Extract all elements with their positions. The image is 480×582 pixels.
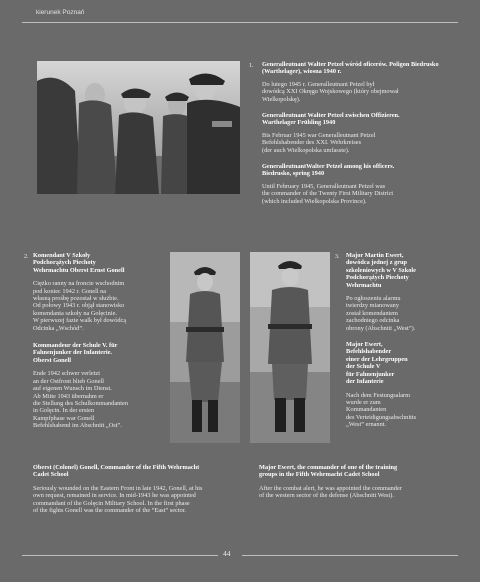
caption-en-body: Until February 1945, Generalleutnant Petzel was the commander of the Twenty First Military District (which included Wielkopolska Province).: [262, 182, 394, 205]
gonell-en-caption: [33, 464, 248, 514]
caption-en-title: GeneralleutnantWalter Petzel among his officers. Biedrusko, spring 1940: [262, 163, 395, 178]
photo-officers-group: [37, 61, 240, 194]
caption-de-body: Bis Februar 1945 war Generalleutnant Petzel Befehlshabender des XXI. Wehrkreises (der auch Wielkopolska umfasste).: [262, 131, 376, 154]
ewert-pl-body: Po ogłoszeniu alarmu twierdzy mianowany został komendantem zachodniego odcinka obrony (Abschnitt „West”).: [346, 295, 416, 332]
ewert-en-title: Major Ewert, the commander of one of the training groups in the Fifth Wehrmacht Cadet School: [259, 464, 398, 479]
page-number: 44: [223, 549, 231, 558]
caption-block-1: [262, 61, 452, 205]
caption-number-3: 3.: [335, 254, 340, 260]
photo-major-ewert: [250, 252, 330, 443]
gonell-pl-body: Ciężko ranny na froncie wschodnim pod koniec 1942 r. Gonell na własną prośbę pozostał w służbie. Od połowy 1943 r. objął stanowisko komendanta szkoły na Golęcinie. W pierwszej fazie walk był dowódcą Odcinka „Wschód”.: [33, 280, 127, 332]
ewert-pl-title: Major Martin Ewert, dowódca jednej z grup szkoleniowych w V Szkole Podchorążych Piechoty Wehrmachtu: [346, 252, 416, 289]
caption-number-1: 1.: [249, 63, 254, 69]
ewert-en-body: After the combat alert, he was appointed the commander of the western sector of the defense (Abschnitt West).: [259, 484, 402, 500]
running-header: kierunek Poznań: [36, 9, 85, 16]
caption-pl-body: Do lutego 1945 r. Generalleutnant Petzel był dowódcą XXI Okręgu Wojskowego (który obejmował Wielkopolskę).: [262, 80, 399, 103]
footer-rule-right: [242, 555, 458, 556]
header-rule: [22, 22, 458, 23]
gonell-de-body: Ende 1942 schwer verletzt an der Ostfront blieb Gonell auf eigenen Wunsch im Dienst. Ab Mitte 1943 übernahm er die Stellung des Schulkommandanten in Golęcin. In der ersten Kampfphase war Gonell Befehlshabend im Abschnitt „Ost”.: [33, 370, 128, 430]
gonell-pl-title: Komendant V Szkoły Podchorążych Piechoty Wehrmachtu Oberst Ernst Gonell: [33, 252, 125, 274]
caption-block-3: [346, 252, 461, 429]
gonell-en-body: Seriously wounded on the Eastern Front in late 1942, Gonell, at his own request, remained in service. In mid-1943 he was appointed commandant of the Golęcin Military School. In the first phase of the fights Gonell was the commander of the “East” sector.: [33, 484, 203, 515]
ewert-de-body: Nach dem Festungsalarm wurde er zum Kommandanten des Verteidigungsabschnitts „West” ernannt.: [346, 391, 417, 429]
caption-block-2: [33, 252, 163, 430]
gonell-de-title: Kommandeur der Schule V. für Fahnenjunker der Infanterie. Oberst Gonell: [33, 342, 118, 364]
caption-number-2: 2.: [24, 254, 29, 260]
footer-rule-left: [22, 555, 218, 556]
gonell-en-title: Oberst (Colonel) Gonell, Commander of the Fifth Wehrmacht Cadet School: [33, 464, 200, 479]
caption-pl-title: Generalleutnant Walter Petzel wśród oficerów. Poligon Biedrusko (Warthelager), wiosna 1940 r.: [262, 61, 439, 76]
ewert-de-title: Major Ewert, Befehlshabender einer der Lehrgruppen der Schule V für Fahnenjunker der Infanterie: [346, 341, 408, 386]
photo-oberst-gonell: [170, 252, 240, 443]
ewert-en-caption: [259, 464, 459, 500]
caption-de-title: Generalleutnant Walter Petzel zwischen Offizieren. Warthelager Frühling 1940: [262, 112, 400, 127]
